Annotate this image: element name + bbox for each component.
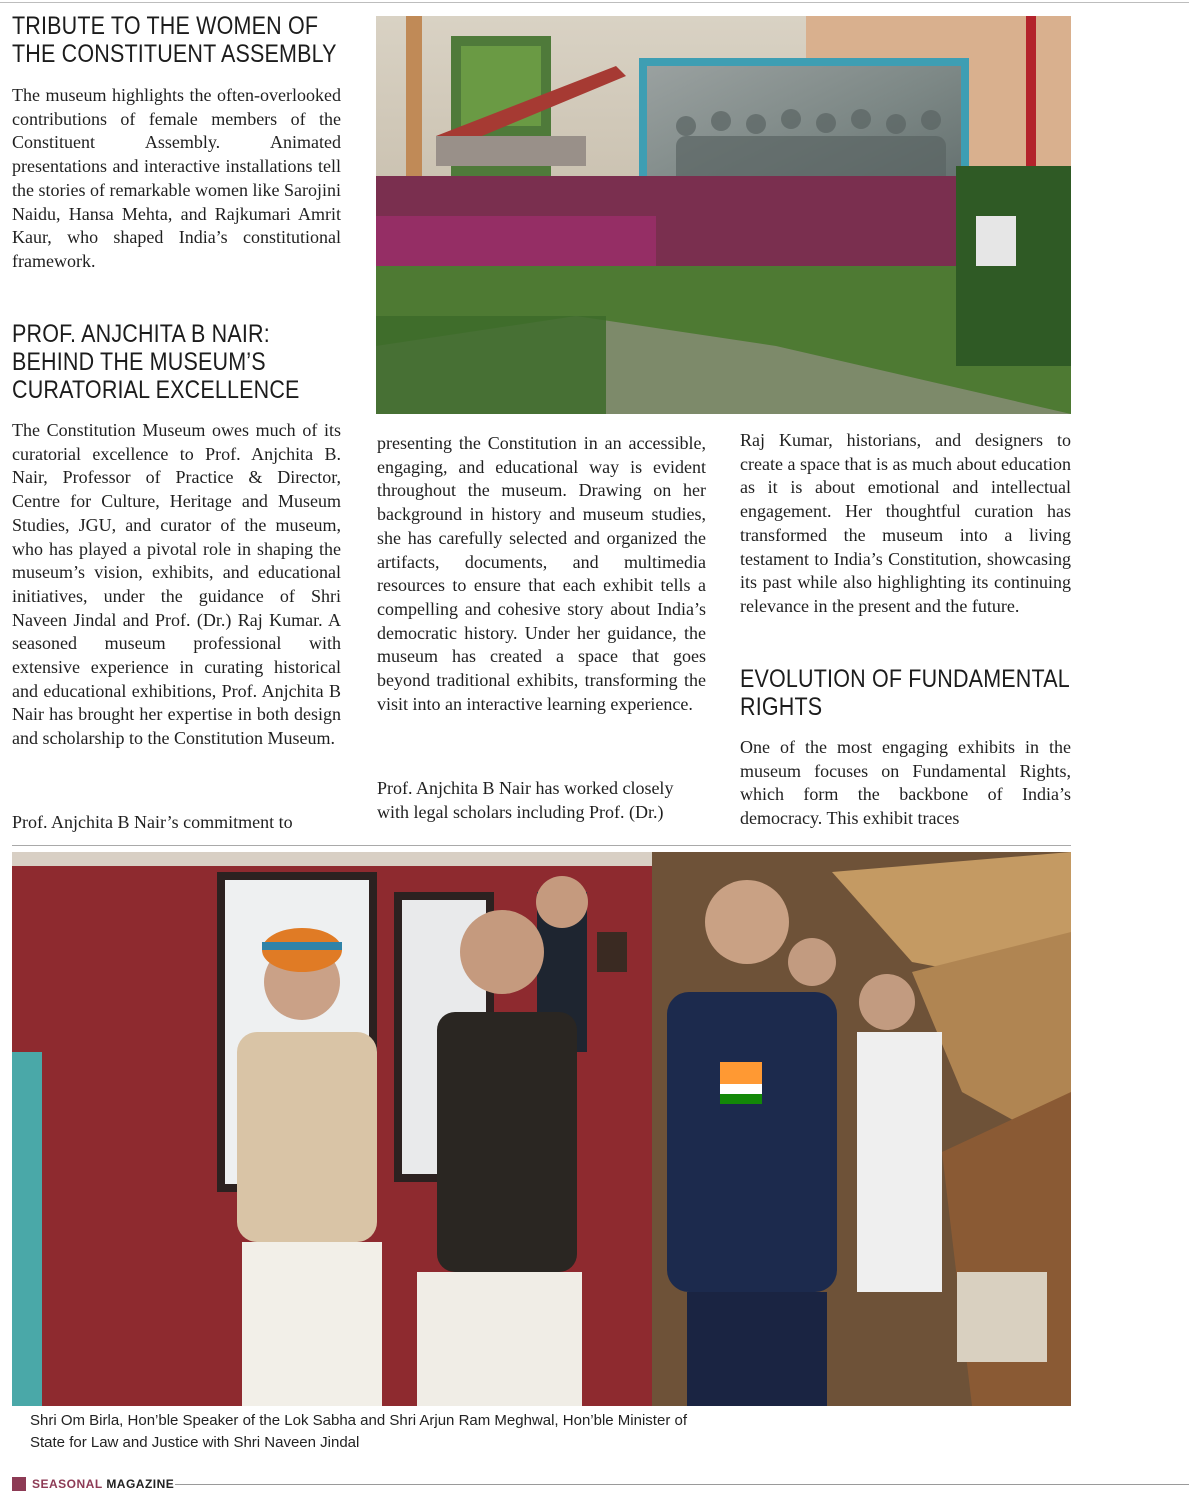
footer-brand-magazine: MAGAZINE [106,1477,175,1491]
photo-caption [30,1410,790,1454]
magazine-footer [12,1476,174,1492]
nair-para3-start: Prof. Anjchita B Nair has worked closely with legal scholars including Prof. (Dr.) [377,778,674,822]
nair-heading-line1: PROF. ANJCHITA B NAIR: [12,320,270,348]
nair-para1: The Constitution Museum owes much of its curatorial excellence to Prof. Anjchita B. Nair, Professor of Practice & Director, Centre for Culture, Heritage and Museum Studies, JGU, and curator of the museum, who has played a pivotal role in shaping the museum’s vision, exhibits, and educational initiatives, under the guidance of Shri Naveen Jindal and Prof. (Dr.) Raj Kumar. A seasoned museum professional with extensive experience in curating historical and educational exhibitions, Prof. Anjchita B Nair has brought her expertise in both design and scholarship to the Constitution Museum. [12,420,341,749]
footer-brand [32,1477,174,1491]
rights-heading-line1: EVOLUTION OF FUNDAMENTAL [740,665,1070,693]
garden-relief-photo [376,16,1071,414]
rights-heading [740,665,1071,721]
dignitaries-illustration [12,852,1071,1406]
section-divider [12,845,1071,846]
footer-brand-seasonal: SEASONAL [32,1477,103,1491]
dignitaries-photo [12,852,1071,1406]
footer-square-icon [12,1477,26,1491]
nair-para2-start: Prof. Anjchita B Nair’s commitment to [12,812,293,832]
rights-body: One of the most engaging exhibits in the museum focuses on Fundamental Rights, which form the backbone of India’s democracy. This exhibit traces [740,737,1071,829]
tribute-body: The museum highlights the often-overlooked contributions of female members of the Constituent Assembly. Animated presentations and interactive installations tell the stories of remarkable women like Sarojini Naidu, Hansa Mehta, and Rajkumari Amrit Kaur, who shaped India’s constitutional framework. [12,85,341,271]
nair-heading-line3: CURATORIAL EXCELLENCE [12,376,300,404]
nair-heading [12,320,341,404]
garden-relief-illustration [376,16,1071,414]
caption-line1: Shri Om Birla, Hon’ble Speaker of the Lok Sabha and Shri Arjun Ram Meghwal, Hon’ble Minister of [30,1412,687,1429]
tribute-heading [12,12,341,68]
nair-heading-line2: BEHIND THE MUSEUM’S [12,348,266,376]
caption-line2: State for Law and Justice with Shri Naveen Jindal [30,1434,360,1451]
footer-rule [175,1484,1189,1485]
top-rule [0,2,1189,3]
rights-heading-line2: RIGHTS [740,693,823,721]
nair-para3-cont: Raj Kumar, historians, and designers to create a space that is as much about education as it is about emotional and intellectual engagement. Her thoughtful curation has transformed the museum into a living testament to India’s Constitution, showcasing its past while also highlighting its continuing relevance in the present and the future. [740,430,1071,616]
tribute-heading-line2: THE CONSTITUENT ASSEMBLY [12,40,337,68]
nair-para2-cont: presenting the Constitution in an accessible, engaging, and educational way is evident throughout the museum. Drawing on her background in history and museum studies, she has carefully selected and organized the artifacts, documents, and multimedia resources to ensure that each exhibit tells a compelling and cohesive story about India’s democratic history. Under her guidance, the museum has created a space that goes beyond traditional exhibits, transforming the visit into an interactive learning experience. [377,433,706,714]
tribute-heading-line1: TRIBUTE TO THE WOMEN OF [12,12,319,40]
